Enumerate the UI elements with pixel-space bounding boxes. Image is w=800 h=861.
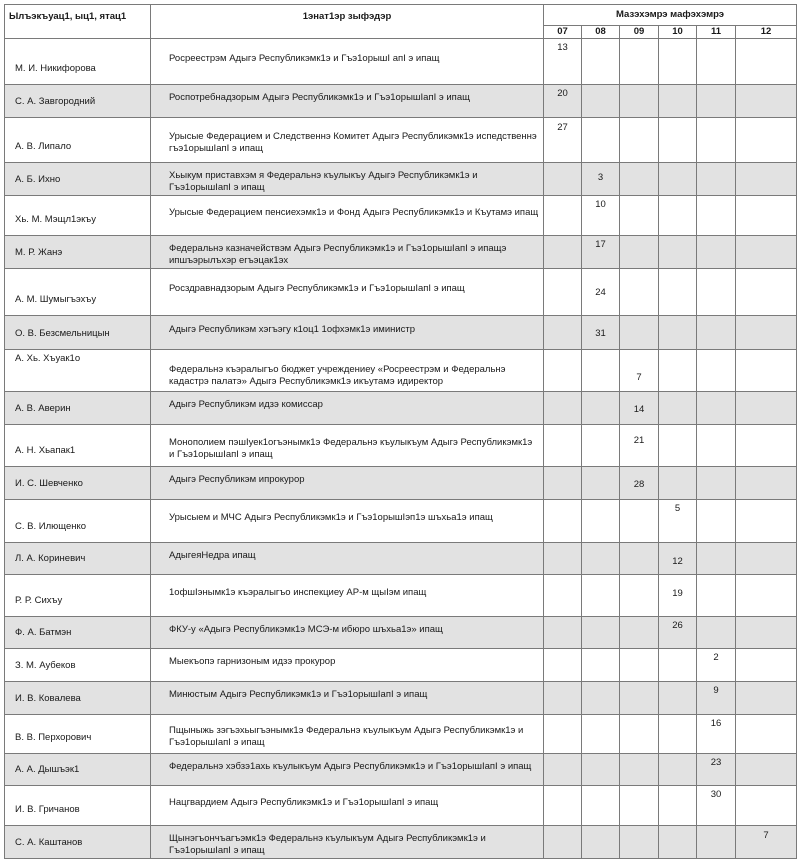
reception-date-value: 28 xyxy=(633,479,645,490)
position-title: АдыгеяНедра ипащ xyxy=(151,543,544,575)
reception-date-value: 13 xyxy=(557,42,568,53)
person-name: А. А. Дышъэк1 xyxy=(5,754,151,786)
reception-date xyxy=(620,392,659,425)
empty-date-cell xyxy=(544,425,582,467)
table-row xyxy=(5,269,797,316)
empty-date-cell xyxy=(582,39,620,85)
reception-date-value: 7 xyxy=(763,830,769,841)
reception-date-value: 26 xyxy=(672,620,683,631)
position-title: Росреестрэм Адыгэ Республикэмк1э и Гъэ1орышI апI э ипащ xyxy=(151,39,544,85)
empty-date-cell xyxy=(697,163,736,196)
position-title: Мыекъопэ гарнизоным идзэ прокурор xyxy=(151,649,544,682)
person-name: О. В. Безсмельницын xyxy=(5,316,151,350)
person-name: В. В. Перхорович xyxy=(5,715,151,754)
reception-date-value: 30 xyxy=(710,789,722,800)
empty-date-cell xyxy=(620,649,659,682)
empty-date-cell xyxy=(544,826,582,859)
empty-date-cell xyxy=(659,39,697,85)
empty-date-cell xyxy=(544,392,582,425)
empty-date-cell xyxy=(736,269,797,316)
empty-date-cell xyxy=(736,392,797,425)
table-row xyxy=(5,39,797,85)
empty-date-cell xyxy=(659,118,697,163)
empty-date-cell xyxy=(544,786,582,826)
day-header-cell: 12 xyxy=(736,26,797,39)
day-header-cell: 08 xyxy=(582,26,620,39)
empty-date-cell xyxy=(697,575,736,617)
person-name: Хь. М. Мэщл1экъу xyxy=(5,196,151,236)
empty-date-cell xyxy=(659,786,697,826)
position-title: Хьыкум приставхэм я Федеральнэ къулыкъу Адыгэ Республикэмк1э и Гъэ1орышIапI э ипащ xyxy=(151,163,544,196)
person-name: Р. Р. Сихъу xyxy=(5,575,151,617)
empty-date-cell xyxy=(582,754,620,786)
day-header-cell: 11 xyxy=(697,26,736,39)
empty-date-cell xyxy=(697,350,736,392)
day-header-cell: 07 xyxy=(544,26,582,39)
table-row xyxy=(5,617,797,649)
empty-date-cell xyxy=(544,575,582,617)
person-name: С. А. Каштанов xyxy=(5,826,151,859)
table-row xyxy=(5,467,797,500)
empty-date-cell xyxy=(736,786,797,826)
empty-date-cell xyxy=(620,682,659,715)
empty-date-cell xyxy=(582,617,620,649)
reception-date xyxy=(544,85,582,118)
empty-date-cell xyxy=(697,316,736,350)
empty-date-cell xyxy=(582,500,620,543)
person-name: Л. А. Кориневич xyxy=(5,543,151,575)
position-title: Роспотребнадзорым Адыгэ Республикэмк1э и Гъэ1орышIапI э ипащ xyxy=(151,85,544,118)
reception-date-value: 23 xyxy=(710,757,722,768)
table-row xyxy=(5,350,797,392)
table-row xyxy=(5,543,797,575)
column-header-name: Ылъэкъуац1, ыц1, ятац1 xyxy=(5,5,151,39)
table-row xyxy=(5,826,797,859)
person-name: А. Хь. Хъуак1о xyxy=(5,350,151,392)
reception-date xyxy=(582,269,620,316)
empty-date-cell xyxy=(582,392,620,425)
reception-date xyxy=(582,163,620,196)
empty-date-cell xyxy=(544,467,582,500)
reception-date xyxy=(697,649,736,682)
empty-date-cell xyxy=(659,350,697,392)
person-name: А. Н. Хьапак1 xyxy=(5,425,151,467)
empty-date-cell xyxy=(659,467,697,500)
person-name: М. И. Никифорова xyxy=(5,39,151,85)
reception-date-value: 20 xyxy=(557,88,568,99)
empty-date-cell xyxy=(582,715,620,754)
position-title: Росздравнадзорым Адыгэ Республикэмк1э и Гъэ1орышIапI э ипащ xyxy=(151,269,544,316)
person-name: С. А. Завгородний xyxy=(5,85,151,118)
empty-date-cell xyxy=(659,754,697,786)
empty-date-cell xyxy=(544,196,582,236)
table-row xyxy=(5,682,797,715)
empty-date-cell xyxy=(582,543,620,575)
empty-date-cell xyxy=(620,163,659,196)
empty-date-cell xyxy=(736,617,797,649)
empty-date-cell xyxy=(544,617,582,649)
empty-date-cell xyxy=(659,682,697,715)
reception-date xyxy=(736,826,797,859)
empty-date-cell xyxy=(582,467,620,500)
reception-date xyxy=(659,500,697,543)
empty-date-cell xyxy=(736,316,797,350)
schedule-table xyxy=(4,4,797,859)
position-title: Нацгвардием Адыгэ Республикэмк1э и Гъэ1орышIапI э ипащ xyxy=(151,786,544,826)
position-title: Адыгэ Республикэм хэгъэгу к1оц1 1офхэмк1э иминистр xyxy=(151,316,544,350)
empty-date-cell xyxy=(697,85,736,118)
empty-date-cell xyxy=(620,715,659,754)
empty-date-cell xyxy=(620,39,659,85)
empty-date-cell xyxy=(697,196,736,236)
table-row xyxy=(5,196,797,236)
empty-date-cell xyxy=(659,715,697,754)
person-name: А. Б. Ихно xyxy=(5,163,151,196)
empty-date-cell xyxy=(544,754,582,786)
position-title: Федеральнэ казначействэм Адыгэ Республикэмк1э и Гъэ1орышIапI э ипащэ ипшъэрылъхэр егъэцак1эх xyxy=(151,236,544,269)
empty-date-cell xyxy=(544,316,582,350)
day-header-cell: 10 xyxy=(659,26,697,39)
empty-date-cell xyxy=(697,392,736,425)
table-row xyxy=(5,236,797,269)
reception-date xyxy=(697,754,736,786)
reception-date-value: 12 xyxy=(672,556,683,567)
reception-date-value: 10 xyxy=(595,199,606,210)
person-name: А. М. Шумыгъэхъу xyxy=(5,269,151,316)
reception-date-value: 5 xyxy=(674,503,681,514)
person-name: С. В. Илющенко xyxy=(5,500,151,543)
reception-date-value: 19 xyxy=(672,588,683,599)
position-title: 1офшIэнымк1э къэралыгъо инспекциеу АР-м щыIэм ипащ xyxy=(151,575,544,617)
empty-date-cell xyxy=(544,649,582,682)
reception-date xyxy=(620,425,659,467)
position-title: Адыгэ Республикэм ипрокурор xyxy=(151,467,544,500)
empty-date-cell xyxy=(620,617,659,649)
table-row xyxy=(5,575,797,617)
empty-date-cell xyxy=(736,682,797,715)
empty-date-cell xyxy=(736,118,797,163)
table-row xyxy=(5,500,797,543)
empty-date-cell xyxy=(659,316,697,350)
person-name: И. В. Ковалева xyxy=(5,682,151,715)
day-header-cell: 09 xyxy=(620,26,659,39)
empty-date-cell xyxy=(544,543,582,575)
empty-date-cell xyxy=(659,826,697,859)
reception-date xyxy=(582,236,620,269)
person-name: Ф. А. Батмэн xyxy=(5,617,151,649)
empty-date-cell xyxy=(736,196,797,236)
empty-date-cell xyxy=(736,754,797,786)
empty-date-cell xyxy=(659,163,697,196)
empty-date-cell xyxy=(736,543,797,575)
reception-date-value: 3 xyxy=(597,172,604,183)
reception-date xyxy=(544,118,582,163)
reception-date-value: 21 xyxy=(633,435,645,446)
empty-date-cell xyxy=(736,236,797,269)
empty-date-cell xyxy=(544,682,582,715)
empty-date-cell xyxy=(620,826,659,859)
reception-date xyxy=(697,786,736,826)
empty-date-cell xyxy=(697,425,736,467)
reception-date-value: 7 xyxy=(636,372,642,383)
empty-date-cell xyxy=(736,39,797,85)
table-row xyxy=(5,715,797,754)
reception-date-value: 31 xyxy=(595,328,606,339)
reception-date xyxy=(659,543,697,575)
empty-date-cell xyxy=(736,467,797,500)
reception-date xyxy=(697,715,736,754)
position-title: Минюстым Адыгэ Республикэмк1э и Гъэ1орышIапI э ипащ xyxy=(151,682,544,715)
position-title: Федеральнэ хэбзэ1ахь къулыкъум Адыгэ Республикэмк1э и Гъэ1орышIапI э ипащ xyxy=(151,754,544,786)
table-row xyxy=(5,85,797,118)
empty-date-cell xyxy=(736,715,797,754)
empty-date-cell xyxy=(620,269,659,316)
empty-date-cell xyxy=(582,826,620,859)
empty-date-cell xyxy=(582,85,620,118)
empty-date-cell xyxy=(736,85,797,118)
reception-date-value: 16 xyxy=(710,718,722,729)
empty-date-cell xyxy=(697,269,736,316)
empty-date-cell xyxy=(582,425,620,467)
empty-date-cell xyxy=(736,575,797,617)
reception-date xyxy=(620,350,659,392)
reception-date xyxy=(620,467,659,500)
empty-date-cell xyxy=(582,350,620,392)
empty-date-cell xyxy=(544,163,582,196)
empty-date-cell xyxy=(582,786,620,826)
person-name: И. С. Шевченко xyxy=(5,467,151,500)
position-title: Адыгэ Республикэм идзэ комиссар xyxy=(151,392,544,425)
empty-date-cell xyxy=(736,649,797,682)
reception-date xyxy=(544,39,582,85)
person-name: А. В. Аверин xyxy=(5,392,151,425)
empty-date-cell xyxy=(620,85,659,118)
position-title: Пщыныжь зэгъэхьыгъэнымк1э Федеральнэ къулыкъум Адыгэ Республикэмк1э и Гъэ1орышIапI э ипащ xyxy=(151,715,544,754)
person-name: З. М. Аубеков xyxy=(5,649,151,682)
empty-date-cell xyxy=(659,196,697,236)
reception-date-value: 24 xyxy=(595,287,606,298)
person-name: И. В. Гричанов xyxy=(5,786,151,826)
empty-date-cell xyxy=(620,754,659,786)
table-row xyxy=(5,392,797,425)
position-title: Монополием пэшIуек1огъэнымк1э Федеральнэ къулыкъум Адыгэ Республикэмк1э и Гъэ1орышIапI э ипащ xyxy=(151,425,544,467)
reception-date xyxy=(659,617,697,649)
empty-date-cell xyxy=(582,682,620,715)
reception-date xyxy=(697,682,736,715)
empty-date-cell xyxy=(697,236,736,269)
empty-date-cell xyxy=(736,163,797,196)
reception-date xyxy=(582,196,620,236)
column-header-position: 1энат1эр зыфэдэр xyxy=(151,5,544,39)
empty-date-cell xyxy=(659,392,697,425)
empty-date-cell xyxy=(736,500,797,543)
position-title: ФКУ-у «Адыгэ Республикэмк1э МСЭ-м ибюро шъхьа1э» ипащ xyxy=(151,617,544,649)
table-row xyxy=(5,316,797,350)
person-name: А. В. Липало xyxy=(5,118,151,163)
empty-date-cell xyxy=(659,649,697,682)
empty-date-cell xyxy=(697,500,736,543)
reception-date-value: 17 xyxy=(595,239,606,250)
table-row xyxy=(5,754,797,786)
reception-date-value: 14 xyxy=(633,404,645,415)
position-title: Федеральнэ къэралыгъо бюджет учреждениеу «Росреестрэм и Федеральнэ кадастрэ палатэ» Адыгэ Республикэмк1э икъутамэ идиректор xyxy=(151,350,544,392)
empty-date-cell xyxy=(736,350,797,392)
empty-date-cell xyxy=(544,236,582,269)
empty-date-cell xyxy=(659,269,697,316)
empty-date-cell xyxy=(620,500,659,543)
empty-date-cell xyxy=(659,85,697,118)
table-row xyxy=(5,118,797,163)
reception-date-value: 9 xyxy=(713,685,719,696)
empty-date-cell xyxy=(697,467,736,500)
empty-date-cell xyxy=(544,715,582,754)
empty-date-cell xyxy=(544,500,582,543)
empty-date-cell xyxy=(697,826,736,859)
empty-date-cell xyxy=(544,269,582,316)
reception-date-value: 27 xyxy=(557,122,568,133)
column-header-dates: Мазэхэмрэ мафэхэмрэ xyxy=(544,5,797,26)
position-title: Урысые Федерацием и Следственнэ Комитет Адыгэ Республикэмк1э испедственнэ гъэ1орышIапI э ипащ xyxy=(151,118,544,163)
position-title: Урысые Федерацием пенсиехэмк1э и Фонд Адыгэ Республикэмк1э и Къутамэ ипащ xyxy=(151,196,544,236)
empty-date-cell xyxy=(620,118,659,163)
empty-date-cell xyxy=(620,543,659,575)
table-row xyxy=(5,649,797,682)
empty-date-cell xyxy=(582,575,620,617)
position-title: Урысыем и МЧС Адыгэ Республикэмк1э и Гъэ1орышIэп1э шъхьа1э ипащ xyxy=(151,500,544,543)
table-row xyxy=(5,425,797,467)
empty-date-cell xyxy=(697,543,736,575)
empty-date-cell xyxy=(659,236,697,269)
reception-date xyxy=(582,316,620,350)
empty-date-cell xyxy=(659,425,697,467)
table-row xyxy=(5,163,797,196)
reception-date xyxy=(659,575,697,617)
empty-date-cell xyxy=(544,350,582,392)
empty-date-cell xyxy=(620,196,659,236)
empty-date-cell xyxy=(620,786,659,826)
reception-date-value: 2 xyxy=(713,652,719,663)
empty-date-cell xyxy=(736,425,797,467)
empty-date-cell xyxy=(620,316,659,350)
position-title: Щынэгъончъагъэмк1э Федеральнэ къулыкъум Адыгэ Республикэмк1э и Гъэ1орышIапI э ипащ xyxy=(151,826,544,859)
empty-date-cell xyxy=(697,617,736,649)
person-name: М. Р. Жанэ xyxy=(5,236,151,269)
empty-date-cell xyxy=(620,236,659,269)
empty-date-cell xyxy=(697,118,736,163)
empty-date-cell xyxy=(620,575,659,617)
table-row xyxy=(5,786,797,826)
empty-date-cell xyxy=(697,39,736,85)
empty-date-cell xyxy=(582,118,620,163)
empty-date-cell xyxy=(582,649,620,682)
